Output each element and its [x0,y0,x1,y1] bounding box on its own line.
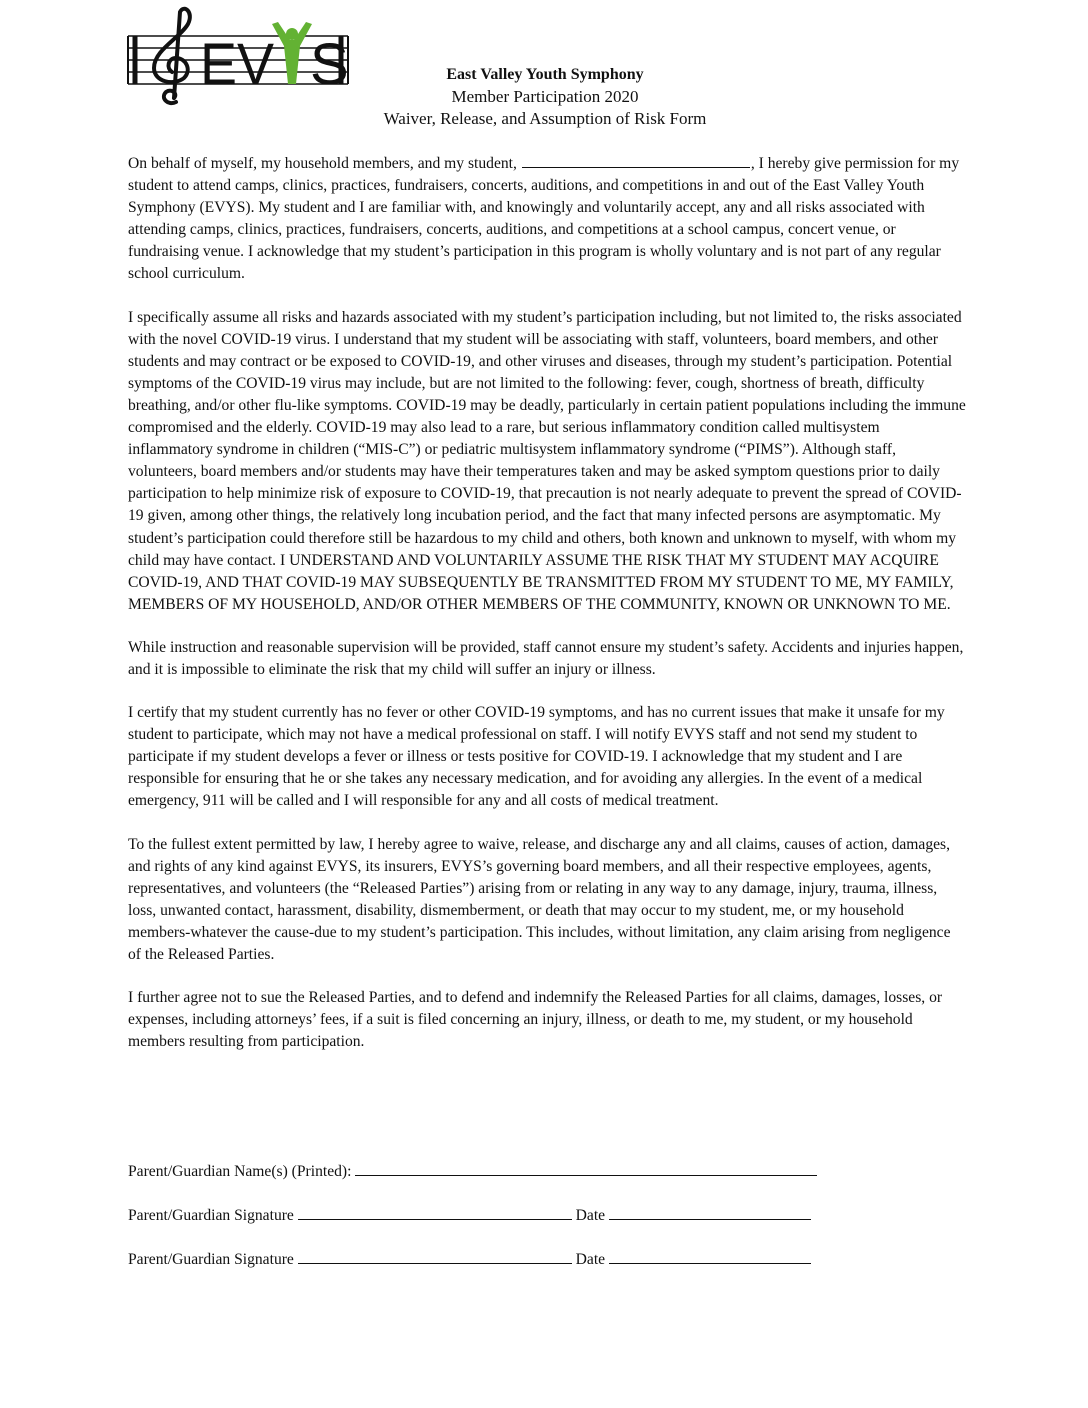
student-name-field[interactable] [522,152,750,168]
paragraph-release: To the fullest extent permitted by law, I hereby agree to waive, release, and discharge any and all claims, causes of action, damages, and rights of any kind against EVYS, its insurers, EVYS’s governing board members, and all their respective employees, agents, representatives, and volunteers (the “Released Parties”) arising from or relating in any way to any damage, injury, trauma, illness, loss, unwanted contact, harassment, disability, dismemberment, or death that may occur to my student, me, or my household members-whatever the cause-due to my student’s participation. This includes, without limitation, any claim arising from negligence of the Released Parties. [128,835,951,963]
svg-text:S: S [310,32,349,97]
treble-clef-icon [154,9,190,103]
paragraph-supervision: While instruction and reasonable supervision will be provided, staff cannot ensure my student’s safety. Accidents and injuries happen, and it is impossible to eliminate the risk that my child will suffer an injury or illness. [128,638,964,678]
date-label: Date [571,1251,609,1268]
signature-row-name [128,1160,888,1183]
date-field[interactable] [609,1248,811,1264]
signature-label: Parent/Guardian Signature [128,1207,298,1224]
paragraph-indemnify: I further agree not to sue the Released Parties, and to defend and indemnify the Released Parties for all claims, damages, losses, or expenses, including attorneys’ fees, if a suit is filed concerning an injury, illness, or death to me, my student, or my household members resulting from participation. [128,989,943,1051]
printed-name-label: Parent/Guardian Name(s) (Printed): [128,1163,356,1180]
signature-row-1 [128,1204,888,1227]
paragraph-permission: On behalf of myself, my household members, and my student, , I hereby give permission for my student to attend camps, clinics, practices, fundraisers, concerts, auditions, and competitions in and out of the East Valley Youth Symphony (EVYS). My student and I are familiar with, and knowingly and voluntarily accept, any and all risks associated with attending camps, clinics, practices, fundraisers, concerts, auditions, and competitions at a school campus, concert venue, or fundraising venue. I acknowledge that my student’s participation in this program is wholly voluntary and is not part of any regular school curriculum. [128,152,966,286]
form-subtitle: Member Participation 2020 [451,87,639,106]
date-label: Date [571,1207,609,1224]
paragraph-assumption-of-risk: I specifically assume all risks and hazards associated with my student’s participation including, but not limited to, the risks associated with the novel COVID-19 virus. I understand that my student will be associating with staff, volunteers, board members, and other students and may contract or be exposed to COVID-19, and other viruses and diseases, through my student’s participation. Potential symptoms of the COVID-19 virus may include, but are not limited to the following: fever, cough, shortness of breath, difficulty breathing, and/or other flu-like symptoms. COVID-19 may be deadly, particularly in certain patient populations including the immune compromised and the elderly. COVID-19 may also lead to a rare, but serious inflammatory condition called multisystem inflammatory syndrome in children (“MIS-C”) or pediatric multisystem inflammatory syndrome (“PIMS”). Although staff, volunteers, board members and/or students may have their temperatures taken and may be asked symptom questions prior to daily participation to help minimize risk of exposure to COVID-19, that precaution is not nearly adequate to prevent the spread of COVID-19 given, among other things, the relatively long incubation period, and the fact that many infected persons are asymptomatic. My student’s participation could therefore still be hazardous to my child and others, both known and unknown to myself, with whom my child may have contact. I UNDERSTAND AND VOLUNTARILY ASSUME THE RISK THAT MY STUDENT MAY ACQUIRE COVID-19, AND THAT COVID-19 MAY SUBSEQUENTLY BE TRANSMITTED FROM MY STUDENT TO ME, MY FAMILY, MEMBERS OF MY HOUSEHOLD, AND/OR OTHER MEMBERS OF THE COMMUNITY, KNOWN OR UNKNOWN TO ME. [128,308,966,613]
form-title: Waiver, Release, and Assumption of Risk Form [383,109,707,128]
signature-row-2 [128,1248,888,1271]
signature-label: Parent/Guardian Signature [128,1251,298,1268]
paragraph-certification: I certify that my student currently has no fever or other COVID-19 symptoms, and has no current issues that make it unsafe for my student to participate, which may not have a medical professional on staff. I will notify EVYS staff and not send my student to participate if my student develops a fever or illness or tests positive for COVID-19. I acknowledge that my student and I are responsible for ensuring that he or she takes any necessary medication, and for avoiding any allergies. In the event of a medical emergency, 911 will be called and I will responsible for any and all costs of medical treatment. [128,704,945,810]
signature-field[interactable] [298,1204,572,1220]
form-header [300,64,790,130]
organization-name: East Valley Youth Symphony [446,66,644,83]
printed-name-field[interactable] [355,1160,817,1176]
svg-text:EV: EV [200,32,275,97]
date-field[interactable] [609,1204,811,1220]
signature-field[interactable] [298,1248,572,1264]
form-body [128,152,966,1074]
